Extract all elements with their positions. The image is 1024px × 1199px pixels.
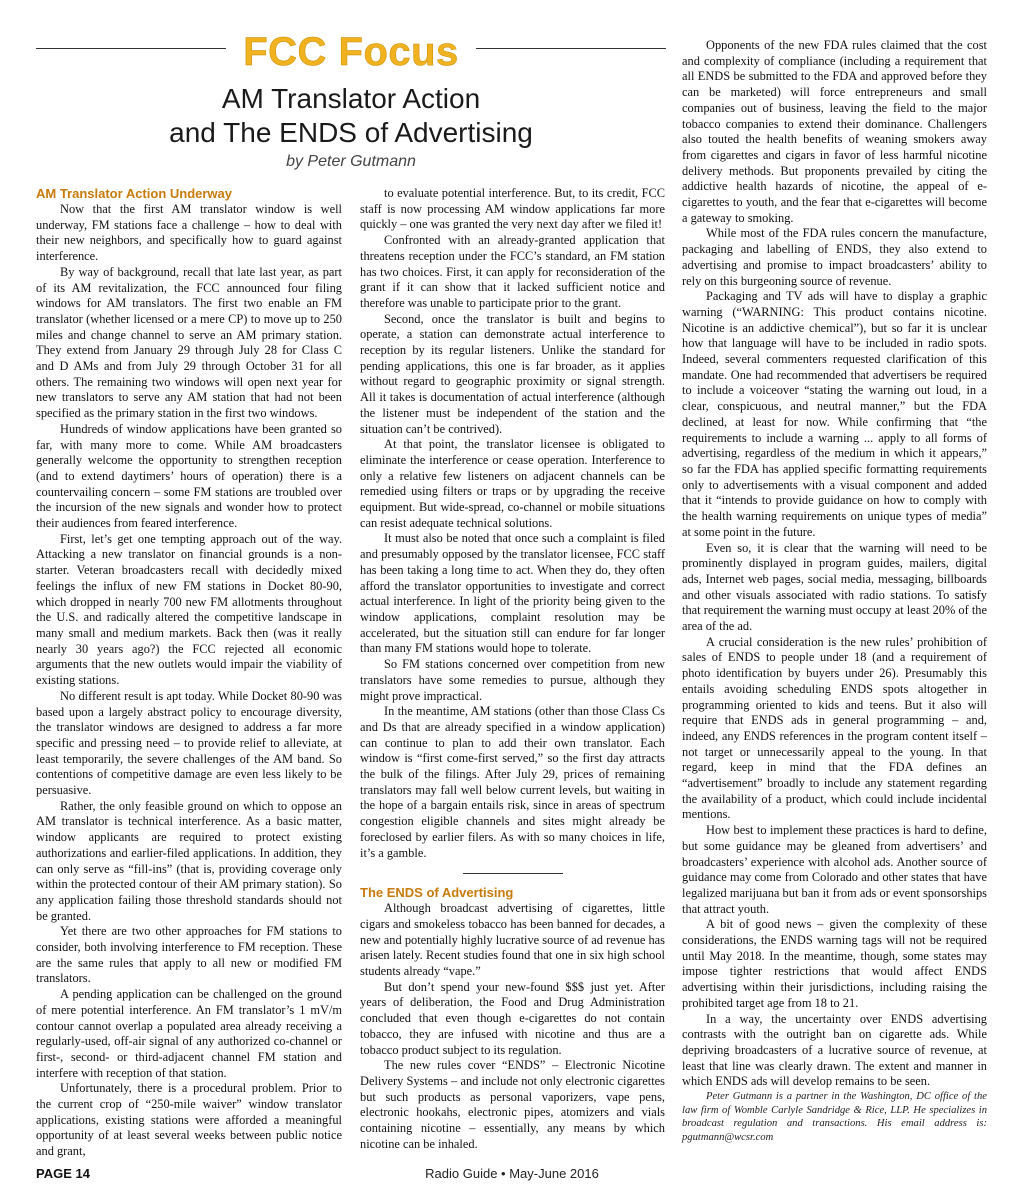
page-number: PAGE 14 xyxy=(36,1166,90,1181)
paragraph: By way of background, recall that late last year, as part of its AM revitalization, the FCC announced four filing windows for AM translators. The first two enable an FM translator (whether licensed or a mere CP) to move up to 250 miles and change channel to serve an AM primary station. They extend from January 29 through July 28 for Class C and D AMs and from July 29 through October 31 for all others. The remaining two windows will open next year for new translators to serve any AM station that had not been specified as the primary station in the first two windows. xyxy=(36,264,342,421)
paragraph: Unfortunately, there is a procedural problem. Prior to the current crop of “250-mile waiver” window translator applications, existing stations were afforded a meaningful opportunity of at least several weeks between public notice and grant, xyxy=(36,1081,342,1159)
title-line-1: AM Translator Action xyxy=(221,83,481,114)
article-header xyxy=(36,30,666,184)
paragraph: The new rules cover “ENDS” – Electronic Nicotine Delivery Systems – and include not only electronic cigarettes but such products as personal vaporizers, vape pens, electronic hookahs, electronic pipes, atomizers and vials containing nicotine – essentially, any means by which nicotine can be inhaled. xyxy=(360,1058,665,1151)
paragraph: Rather, the only feasible ground on which to oppose an AM translator is technical interference. As a basic matter, window applicants are required to protect existing authorizations and earlier-filed applications. In addition, they can only serve as “fill-ins” (that is, providing coverage only within the protected contour of their AM primary station). So any application failing those threshold standards should not be granted. xyxy=(36,798,342,923)
paragraph: Opponents of the new FDA rules claimed that the cost and complexity of compliance (including a requirement that all ENDS be submitted to the FDA and approved before they can be marketed) will force entrepreneurs and small companies out of business, leaving the field to the major tobacco companies to extend their dominance. Challengers also touted the health benefits of weaning smokers away from cigarettes and cigars in favor of less harmful nicotine delivery methods. But proponents prevailed by citing the addictive health hazards of nicotine, the appeal of e-cigarettes to youth, and the fear that e-cigarettes will become a gateway to smoking. xyxy=(682,38,987,225)
article-title xyxy=(36,82,666,150)
paragraph: Second, once the translator is built and begins to operate, a station can demonstrate actual interference to reception by its regular listeners. Unlike the standard for pending applications, this one is far broader, as it applies without regard to geographic proximity or signal strength. All it takes is documentation of actual interference (although the listener must be independent of the station and the situation can’t be contrived). xyxy=(360,311,665,436)
paragraph: Now that the first AM translator window is well underway, FM stations face a challenge – how to deal with their new neighbors, and specifically how to guard against interference. xyxy=(36,202,342,264)
paragraph: Packaging and TV ads will have to display a graphic warning (“WARNING: This product contains nicotine. Nicotine is an addictive chemical”), but so far it is unclear how that language will have to be included in radio spots. Indeed, several commenters requested clarification of this mandate. One had recommended that advertisers be required to include a voiceover “stating the warning out loud, in a clear, conspicuous, and neutral manner,” but the FDA declined, at least for now. While confirming that “the requirements to include a warning ... apply to all forms of advertising, regardless of the medium in which it appears,” so far the FDA has applied specific formatting requirements only to advertisements with a visual component and added that it “intends to provide guidance on how to comply with the health warning requirements on unique types of media” at some point in the future. xyxy=(682,289,987,539)
col3-paragraphs xyxy=(682,38,987,1090)
title-line-2: and The ENDS of Advertising xyxy=(169,117,533,148)
paragraph: No different result is apt today. While Docket 80-90 was based upon a largely abstract policy to encourage diversity, the translator windows are designed to address a far more specific and pressing need – to provide relief to alleviate, at least temporarily, the severe challenges of the AM band. So contentions of competitive damage are even less likely to be persuasive. xyxy=(36,688,342,798)
paragraph: A pending application can be challenged on the ground of mere potential interference. An FM translator’s 1 mV/m contour cannot overlap a populated area already receiving a regularly-used, off-air signal of any authorized co-channel or first-, second- or third-adjacent channel FM station and interfere with reception of that station. xyxy=(36,987,342,1080)
paragraph: Even so, it is clear that the warning will need to be prominently displayed in program guides, mailers, digital ads, Internet web pages, social media, messaging, billboards and other visuals associated with radio stations. To satisfy that requirement the warning must occupy at least 20% of the area of the ad. xyxy=(682,540,987,634)
paragraph: A crucial consideration is the new rules’ prohibition of sales of ENDS to people under 18 (and a requirement of photo identification by buyers under 26). Presumably this entails avoiding scheduling ENDS spots altogether in programming oriented to kids and teens. But it also will require that ENDS ads in general programming – and, indeed, any ENDS references in the program content itself – not target or unnecessarily appeal to the young. In that regard, keep in mind that the FDA defines an “advertisement” broadly to include any statement regarding the availability of a product, which could include incidental mentions. xyxy=(682,634,987,822)
paragraph: In a way, the uncertainty over ENDS advertising contrasts with the outright ban on cigarette ads. While depriving broadcasters of a lucrative source of revenue, at least that line was clearly drawn. The extent and manner in which ENDS ads will develop remains to be seen. xyxy=(682,1011,987,1089)
column-3 xyxy=(682,38,987,1144)
paragraph: Confronted with an already-granted application that threatens reception under the FCC’s standard, an FM station has two choices. First, it can apply for reconsideration of the grant if it can show that it lacked sufficient notice and therefore was unable to participate prior to the grant. xyxy=(360,233,665,310)
byline: by Peter Gutmann xyxy=(286,153,416,170)
paragraph: How best to implement these practices is hard to define, but some guidance may be gleaned from advertisers’ and broadcasters’ experience with alcohol ads. Another source of guidance may come from Colorado and other states that have legalized marijuana but ban it from ads or event sponsorships that attract youth. xyxy=(682,823,987,916)
paragraph: to evaluate potential interference. But, to its credit, FCC staff is now processing AM window applications far more quickly – one was granted the very next day after we filed it! xyxy=(360,186,665,232)
paragraph: Yet there are two other approaches for FM stations to consider, both involving interference to FM reception. These are the same rules that apply to all new or modified FM translators. xyxy=(36,924,342,986)
paragraph: Hundreds of window applications have been granted so far, with many more to come. While AM broadcasters generally welcome the opportunity to strengthen reception (and to extend daytimers’ hours of operation) there is a countervailing concern – some FM stations are troubled over the incursion of the new signals and wonder how to protect their audiences from feared interference. xyxy=(36,421,342,531)
paragraph: A bit of good news – given the complexity of these considerations, the ENDS warning tags will not be required until May 2018. In the meantime, though, some states may impose tighter restrictions that would affect ENDS advertising within their jurisdictions, including raising the prohibited target age from 18 to 21. xyxy=(682,917,987,1010)
col2b-paragraphs xyxy=(360,901,665,1152)
paragraph: Although broadcast advertising of cigarettes, little cigars and smokeless tobacco has been banned for decades, a new and potentially highly lucrative source of ad revenue has arisen lately. Recent studies found that one in six high school students already “vape.” xyxy=(360,901,665,979)
page-footer xyxy=(36,1166,988,1186)
paragraph: So FM stations concerned over competition from new translators have some remedies to pursue, although they might prove impractical. xyxy=(360,657,665,703)
paragraph: It must also be noted that once such a complaint is filed and presumably opposed by the translator licensee, FCC staff has been taking a long time to act. When they do, they often afford the translator opportunities to investigate and correct actual interference. In light of the priority being given to the window applications, complaint resolution may be accelerated, but the situation still can endure for far longer than many FM stations would hope to tolerate. xyxy=(360,531,665,656)
section-heading-am: AM Translator Action Underway xyxy=(36,186,232,201)
paragraph: At that point, the translator licensee is obligated to eliminate the interference or cease operation. Interference to only a relative few listeners on adjacent channels can be remedied using filters or traps or by upgrading the receive equipment. But wide-spread, co-channel or mobile situations can resist adequate technical solutions. xyxy=(360,437,665,530)
publication-info: Radio Guide • May-June 2016 xyxy=(425,1166,599,1181)
paragraph: In the meantime, AM stations (other than those Class Cs and Ds that are already specified in a window application) can continue to plan to add their own translator. Each window is “first come-first served,” so the first day attracts the bulk of the filings. After July 29, prices of remaining translators may fall well below current levels, but waiting in the hope of a bargain entails risk, since in areas of spectrum congestion eligible channels and sites might already be foreclosed by earlier filers. As with so many choices in life, it’s a gamble. xyxy=(360,704,665,860)
column-kicker: FCC Focus xyxy=(243,30,459,74)
paragraph: But don’t spend your new-found $$$ just yet. After years of deliberation, the Food and Drug Administration concluded that even though e-cigarettes do not contain tobacco, they are infused with nicotine and thus are a tobacco product subject to its regulation. xyxy=(360,979,665,1057)
section-divider xyxy=(463,873,563,874)
paragraph: First, let’s get one tempting approach out of the way. Attacking a new translator on financial grounds is a non-starter. Veteran broadcasters recall with decidedly mixed feelings the influx of new FM stations in Docket 80-90, which dropped in nearly 700 new FM allotments throughout the U.S. and radically altered the competitive landscape in many small and medium markets. Back then (was it really nearly 30 years ago?) the FCC rejected all economic arguments that the new outlets would impair the viability of existing stations. xyxy=(36,531,342,688)
col2a-paragraphs xyxy=(360,186,665,861)
column-1 xyxy=(36,186,342,1160)
author-bio: Peter Gutmann is a partner in the Washington, DC office of the law firm of Womble Carlyle Sandridge & Rice, LLP. He specializes in broadcast regulation and transactions. His email address is: pgutmann@wcsr.com xyxy=(682,1091,987,1143)
column-2 xyxy=(360,186,665,1152)
section-heading-ends: The ENDS of Advertising xyxy=(360,885,514,901)
col1-paragraphs xyxy=(36,202,342,1160)
paragraph: While most of the FDA rules concern the manufacture, packaging and labelling of ENDS, they also extend to advertising and promise to impact broadcasters’ ability to rely on this burgeoning source of revenue. xyxy=(682,226,987,288)
